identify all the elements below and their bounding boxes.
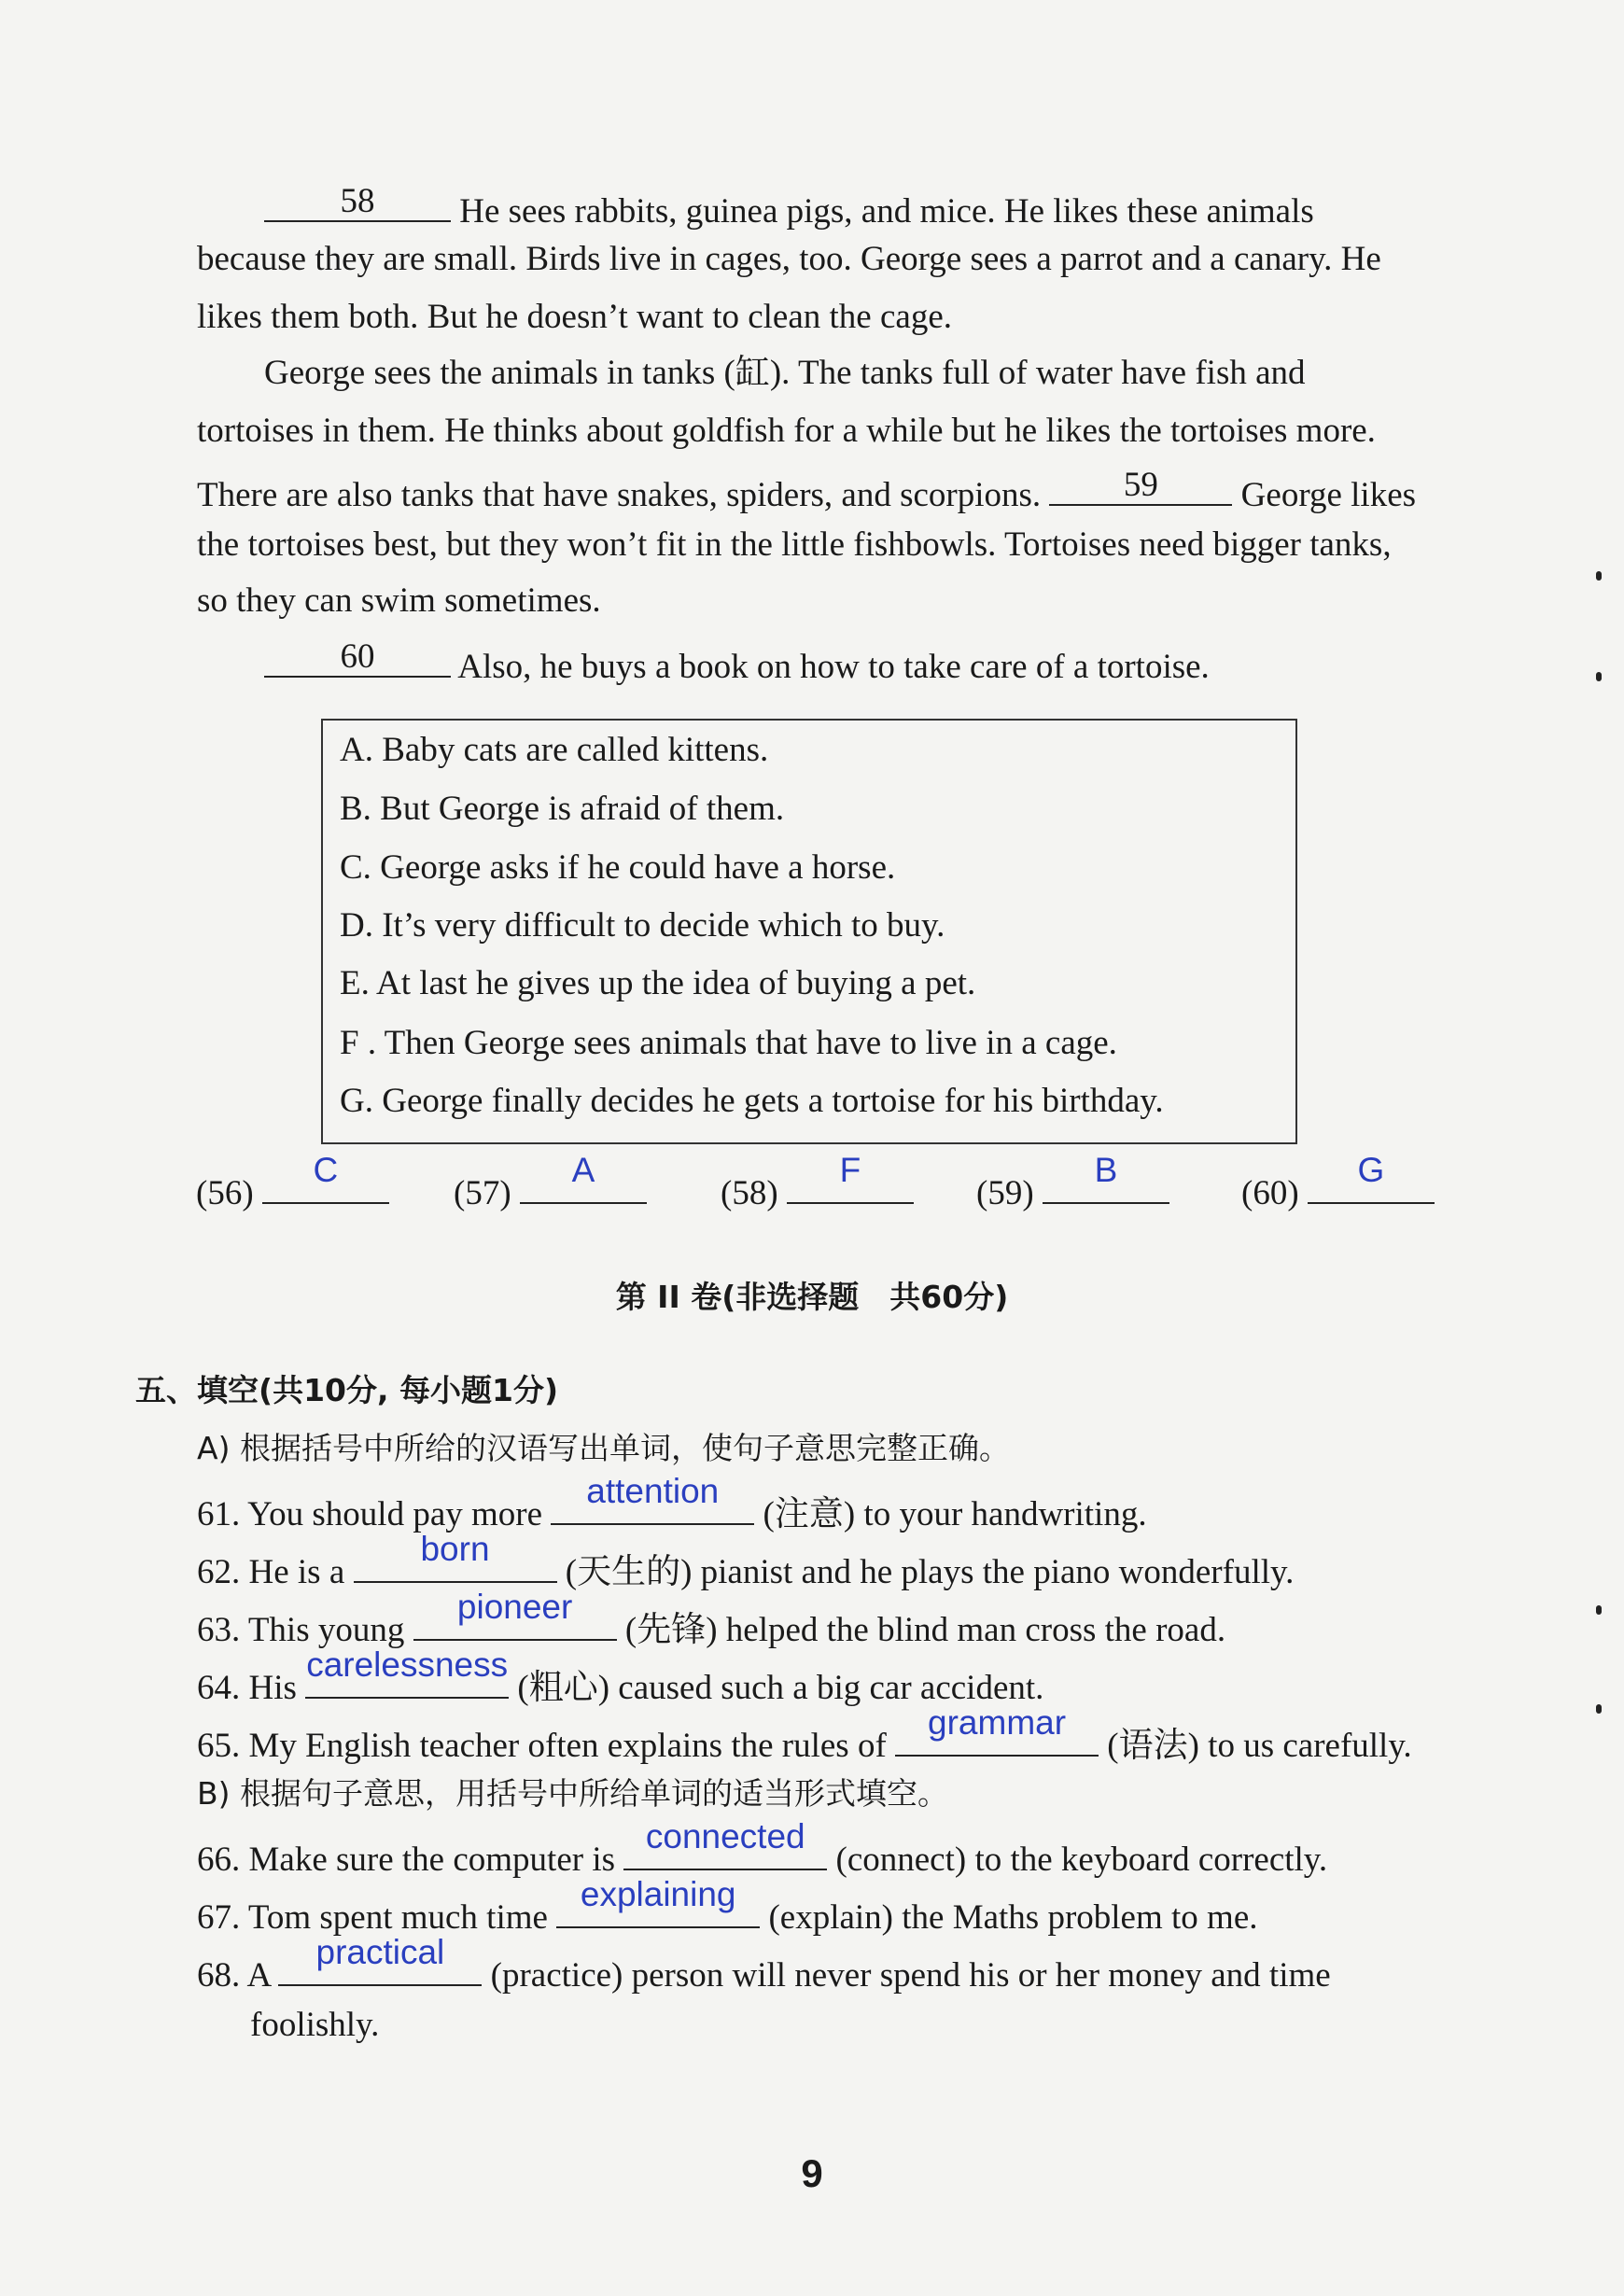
passage-line: 58 He sees rabbits, guinea pigs, and mice. He likes these animals <box>264 183 1314 232</box>
answer-value: carelessness <box>306 1645 509 1684</box>
edge-mark <box>1596 1605 1602 1615</box>
question-65: 65. My English teacher often explains the rules of grammar (语法) to us carefully. <box>197 1703 1412 1765</box>
answer-value: practical <box>315 1933 445 1971</box>
question-63: 63. This young pioneer (先锋) helped the blind man cross the road. <box>197 1588 1226 1649</box>
section-ii-title: 第 II 卷(非选择题 共60分) <box>615 1279 1009 1315</box>
question-67: 67. Tom spent much time explaining (explain) the Maths problem to me. <box>197 1875 1258 1937</box>
section-five-title: 五、填空(共10分, 每小题1分) <box>135 1372 559 1408</box>
option-d: D. It’s very difficult to decide which to buy. <box>340 906 945 945</box>
edge-mark <box>1596 571 1602 581</box>
page-number: 9 <box>801 2151 823 2195</box>
question-62: 62. He is a born (天生的) pianist and he plays the piano wonderfully. <box>197 1530 1295 1591</box>
answer-value: born <box>420 1530 490 1568</box>
answer-value: pioneer <box>456 1588 573 1626</box>
question-68-continuation: foolishly. <box>250 2006 380 2044</box>
option-f: F . Then George sees animals that have to live in a cage. <box>340 1024 1117 1062</box>
answer-57: (57) A <box>454 1165 647 1214</box>
answer-56: (56) C <box>196 1165 389 1214</box>
passage-line: the tortoises best, but they won’t fit in the little fishbowls. Tortoises need bigger tanks, <box>197 525 1392 564</box>
option-a: A. Baby cats are called kittens. <box>340 731 769 769</box>
question-66: 66. Make sure the computer is connected (connect) to the keyboard correctly. <box>197 1817 1328 1879</box>
passage-line: likes them both. But he doesn’t want to clean the cage. <box>197 298 952 336</box>
passage-line: so they can swim sometimes. <box>197 581 601 620</box>
answer-value: F <box>839 1151 861 1189</box>
option-c: C. George asks if he could have a horse. <box>340 848 896 887</box>
edge-mark <box>1596 1704 1602 1714</box>
answer-value: C <box>313 1151 339 1189</box>
answer-value: G <box>1357 1151 1385 1189</box>
options-box <box>321 719 1297 1144</box>
answer-value: grammar <box>928 1703 1067 1742</box>
passage-line: 60 Also, he buys a book on how to take care of a tortoise. <box>264 638 1210 688</box>
answer-value: connected <box>645 1817 805 1855</box>
answer-59: (59) B <box>976 1165 1169 1214</box>
answer-value: A <box>571 1151 595 1189</box>
question-68: 68. A practical (practice) person will never spend his or her money and time <box>197 1933 1331 1995</box>
answer-60: (60) G <box>1241 1165 1435 1214</box>
answer-value: attention <box>586 1472 720 1510</box>
blank-59: 59 <box>1049 467 1232 506</box>
part-b-instruction: B) 根据句子意思，用括号中所给单词的适当形式填空。 <box>197 1775 949 1812</box>
option-g: G. George finally decides he gets a tortoise for his birthday. <box>340 1082 1164 1120</box>
part-a-instruction: A) 根据括号中所给的汉语写出单词，使句子意思完整正确。 <box>197 1430 1010 1466</box>
passage-line: tortoises in them. He thinks about goldfish for a while but he likes the tortoises more. <box>197 412 1376 450</box>
question-64: 64. His carelessness (粗心) caused such a big car accident. <box>197 1645 1044 1707</box>
option-e: E. At last he gives up the idea of buying a pet. <box>340 964 976 1002</box>
option-b: B. But George is afraid of them. <box>340 790 785 828</box>
passage-line: George sees the animals in tanks (缸). The tanks full of water have fish and <box>264 354 1306 392</box>
passage-line: because they are small. Birds live in cages, too. George sees a parrot and a canary. He <box>197 240 1381 278</box>
answer-value: B <box>1094 1151 1118 1189</box>
passage-line: There are also tanks that have snakes, spiders, and scorpions. 59 George likes <box>197 466 1417 514</box>
blank-60: 60 <box>264 638 451 678</box>
blank-58: 58 <box>264 183 451 222</box>
question-61: 61. You should pay more attention (注意) to your handwriting. <box>197 1472 1147 1533</box>
answer-value: explaining <box>580 1875 736 1913</box>
answer-58: (58) F <box>721 1165 914 1214</box>
edge-mark <box>1596 672 1602 681</box>
